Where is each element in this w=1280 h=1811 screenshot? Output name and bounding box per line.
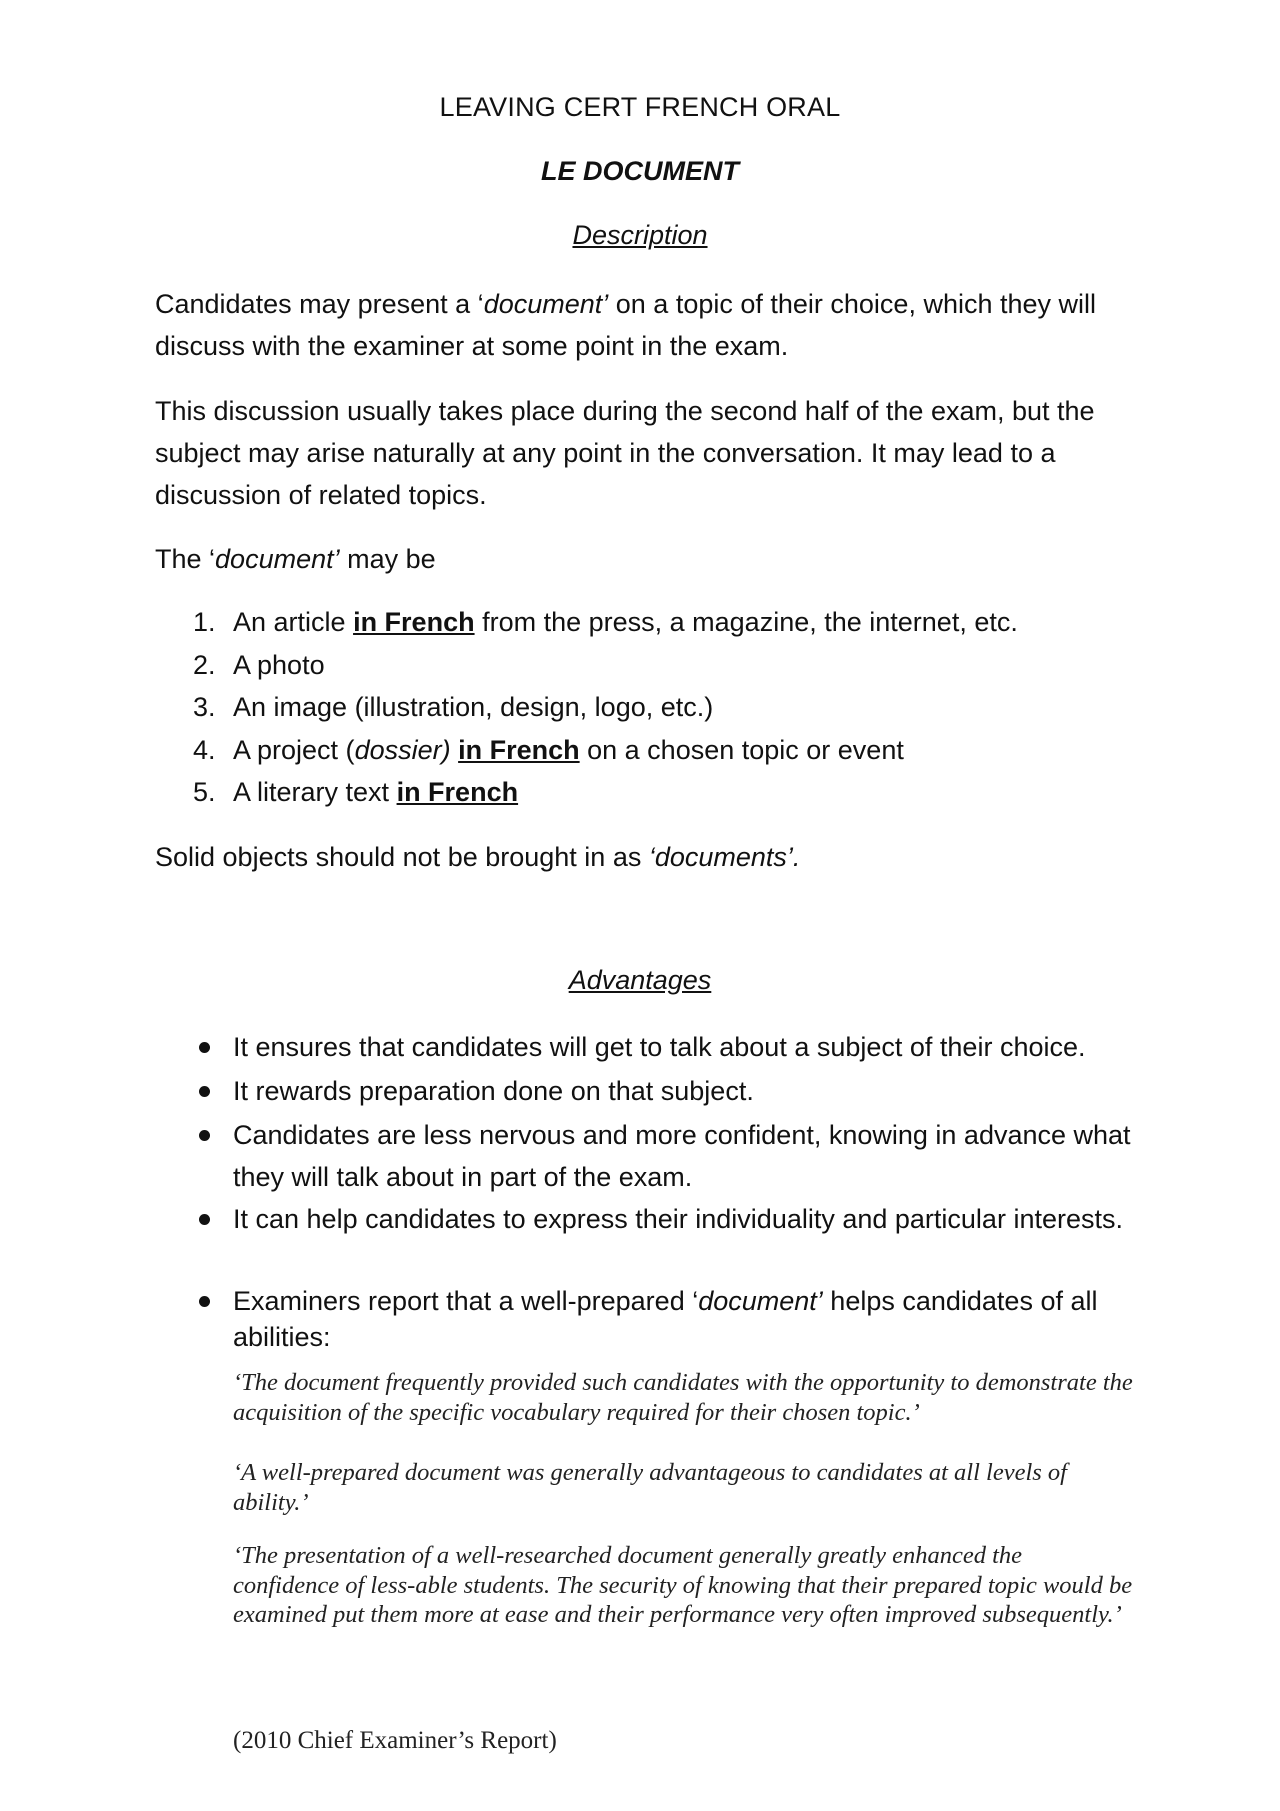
- document-types-list: [155, 601, 1135, 814]
- bullet-icon: [199, 1130, 210, 1141]
- quote: ‘The presentation of a well-researched document generally greatly enhanced the confidence of less-able students. The security of knowing that their prepared topic would be examined put them more at ease and their performance very often improved subsequently.’: [233, 1542, 1133, 1628]
- list-item: 1. An article in French from the press, a magazine, the internet, etc.: [155, 601, 1135, 644]
- list-item: 4. A project (dossier) in French on a chosen topic or event: [155, 729, 1135, 772]
- description-paragraph-3: The ‘document’ may be: [155, 544, 436, 574]
- list-item: It rewards preparation done on that subject.: [155, 1070, 1135, 1114]
- advantages-heading: Advantages: [568, 965, 712, 995]
- description-heading: Description: [572, 220, 708, 250]
- list-item: 5. A literary text in French: [155, 771, 1135, 814]
- description-paragraph-4: Solid objects should not be brought in as ‘documents’.: [155, 842, 801, 872]
- bullet-icon: [199, 1086, 210, 1097]
- list-item: Candidates are less nervous and more confident, knowing in advance what they will talk about in part of the exam.: [155, 1114, 1135, 1198]
- bullet-icon: [199, 1214, 210, 1225]
- list-item: 2. A photo: [155, 644, 1135, 687]
- document-title: LEAVING CERT FRENCH ORAL: [439, 92, 841, 122]
- bullet-icon: [199, 1042, 210, 1053]
- list-number: 2.: [193, 649, 216, 680]
- quote-source: (2010 Chief Examiner’s Report): [233, 1727, 557, 1754]
- description-paragraph-2: This discussion usually takes place during the second half of the exam, but the subject may arise naturally at any point in the conversation. It may lead to a discussion of related topics.: [155, 396, 1095, 510]
- quote: ‘A well-prepared document was generally advantageous to candidates at all levels of ability.’: [233, 1459, 1067, 1516]
- description-paragraph-1: Candidates may present a ‘document’ on a topic of their choice, which they will discuss with the examiner at some point in the exam.: [155, 289, 1097, 361]
- list-item: It ensures that candidates will get to talk about a subject of their choice.: [155, 1026, 1135, 1070]
- bullet-icon: [199, 1296, 210, 1307]
- list-number: 3.: [193, 692, 216, 722]
- list-item: Examiners report that a well-prepared ‘document’ helps candidates of all abilities:: [155, 1283, 1135, 1355]
- list-number: 4.: [193, 734, 216, 765]
- list-number: 5.: [193, 777, 216, 807]
- list-item: 3. An image (illustration, design, logo, etc.): [155, 686, 1135, 729]
- list-number: 1.: [193, 607, 216, 637]
- advantages-list: [155, 1026, 1135, 1355]
- list-item: It can help candidates to express their individuality and particular interests.: [155, 1198, 1135, 1283]
- examiner-quotes: [233, 1368, 1133, 1630]
- quote: ‘The document frequently provided such candidates with the opportunity to demonstrate the acquisition of the specific vocabulary required for their chosen topic.’: [233, 1369, 1133, 1426]
- document-subtitle: LE DOCUMENT: [541, 156, 739, 186]
